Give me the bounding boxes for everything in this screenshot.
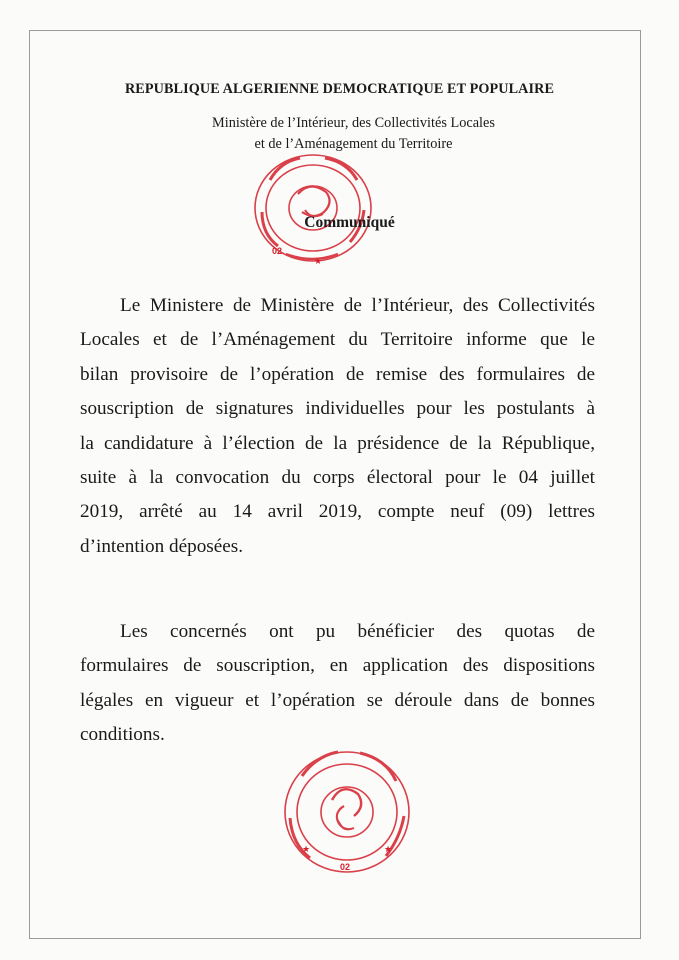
svg-text:★: ★ bbox=[314, 256, 323, 266]
communique-heading: Communiqué bbox=[304, 214, 395, 231]
official-seal-top bbox=[250, 150, 380, 268]
paragraph-line: bilan provisoire de l’opération de remise des formulaires de bbox=[80, 363, 595, 385]
paragraph-line: Locales et de l’Aménagement du Territoire informe que le bbox=[80, 329, 595, 351]
svg-text:★: ★ bbox=[302, 844, 311, 854]
paragraph-2 bbox=[80, 615, 595, 753]
paragraph-line: légales en vigueur et l’opération se déroule dans de bonnes bbox=[80, 689, 595, 711]
paragraph-line: suite à la convocation du corps électoral pour le 04 juillet bbox=[80, 467, 595, 489]
paragraph-line: Le Ministere de Ministère de l’Intérieur, des Collectivités bbox=[120, 295, 595, 316]
paragraph-line: conditions. bbox=[80, 724, 165, 746]
seal-number-top: 02 bbox=[272, 246, 283, 256]
paragraph-line: 2019, arrêté au 14 avril 2019, compte neuf (09) lettres bbox=[80, 501, 595, 523]
svg-text:★: ★ bbox=[384, 844, 393, 854]
paragraph-line: souscription de signatures individuelles pour les postulants à bbox=[80, 398, 595, 420]
paragraph-line: la candidature à l’élection de la présidence de la République, bbox=[80, 432, 595, 454]
paragraph-1 bbox=[80, 289, 595, 564]
republic-title: REPUBLIQUE ALGERIENNE DEMOCRATIQUE ET POPULAIRE bbox=[124, 81, 555, 97]
seal-number-bottom: 02 bbox=[340, 862, 351, 872]
paragraph-line: formulaires de souscription, en application des dispositions bbox=[80, 655, 595, 677]
ministry-name-line2: et de l’Aménagement du Territoire bbox=[254, 136, 453, 152]
paragraph-line: d’intention déposées. bbox=[80, 535, 244, 557]
paragraph-line: Les concernés ont pu bénéficier des quotas de bbox=[120, 621, 595, 642]
official-seal-bottom bbox=[280, 748, 415, 880]
ministry-name-line1: Ministère de l’Intérieur, des Collectivités Locales bbox=[212, 115, 495, 131]
